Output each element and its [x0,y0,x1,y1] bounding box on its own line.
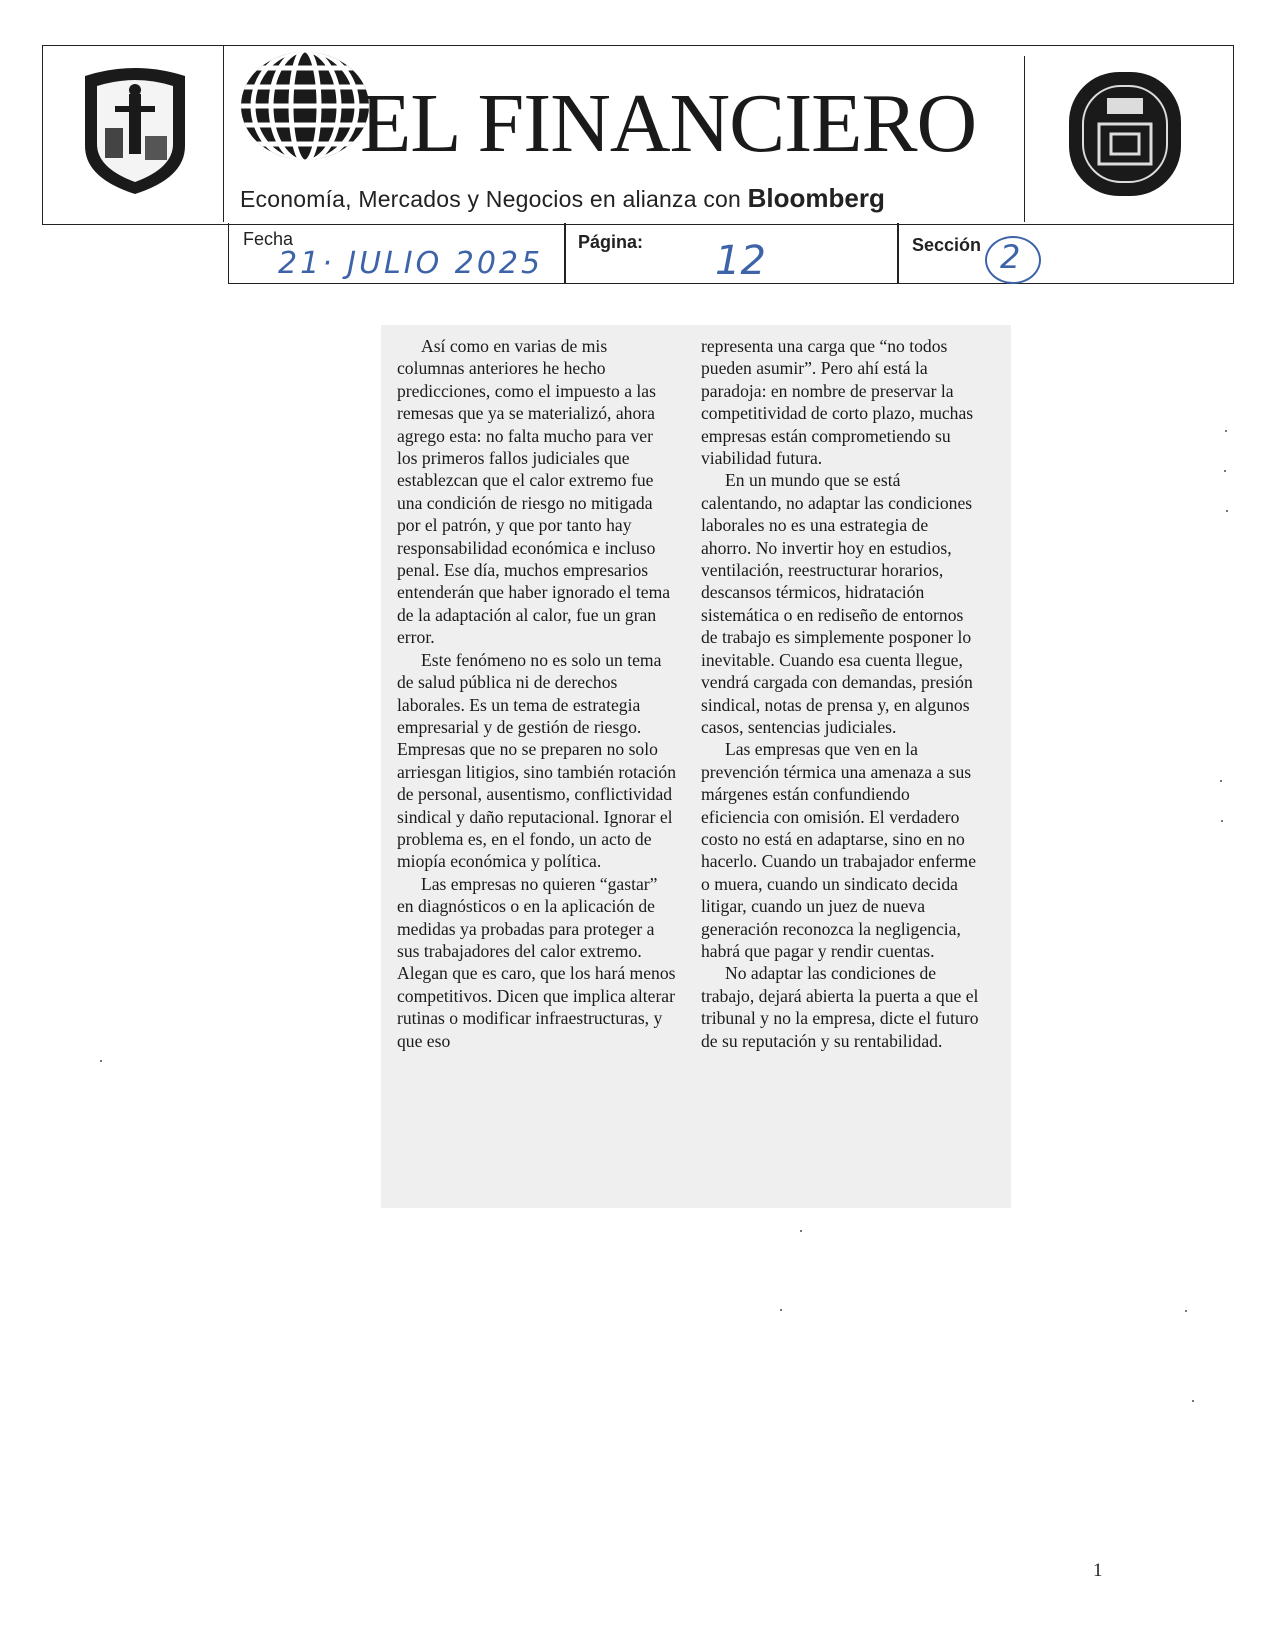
pagina-value: 12 [715,238,766,284]
scan-speck [1226,510,1228,512]
scan-speck [1185,1310,1187,1312]
scan-speck [1224,470,1226,472]
article-column-2 [701,335,981,1052]
scan-speck [1225,430,1227,432]
article-paragraph: Las empresas no quieren “gastar” en diagnósticos o en la aplicación de medidas ya probadas para proteger a sus trabajadores del calor extremo. Alegan que es caro, que los hará menos competitivos. Dicen que implica alterar rutinas o modificar infraestructuras, y que eso [397,873,676,1051]
scan-speck [800,1230,802,1232]
tagline-brand: Bloomberg [747,183,885,213]
cit-seal-icon [1065,68,1185,200]
scan-speck [1221,820,1223,822]
meta-divider [564,223,566,283]
article-paragraph: Este fenómeno no es solo un tema de salud pública ni de derechos laborales. Es un tema de estrategia empresarial y de gestión de riesgo. Empresas que no se preparen no solo arriesgan litigios, sino también rotación de personal, ausentismo, conflictividad sindical y daño reputacional. Ignorar el problema es, en el fondo, un acto de miopía económica y política. [397,649,676,872]
article-paragraph-continuation: representa una carga que “no todos pueden asumir”. Pero ahí está la paradoja: en nombre de preservar la competitividad de corto plazo, muchas empresas están comprometiendo su viabilidad futura. [701,336,974,469]
fecha-label: Fecha [243,229,294,249]
article-paragraph: No adaptar las condiciones de trabajo, dejará abierta la puerta a que el tribunal y no la empresa, dicte el futuro de su reputación y su rentabilidad. [701,963,979,1051]
masthead-title: EL FINANCIERO [360,77,977,170]
left-logo-cell [43,46,224,222]
scan-speck [780,1309,782,1311]
masthead-tagline [240,183,885,214]
article-paragraph: En un mundo que se está calentando, no adaptar las condiciones laborales no es una estrategia de ahorro. No invertir hoy en estudios, ventilación, reestructurar horarios, descansos térmicos, hidratación sistemática o en rediseño de entornos de trabajo es simplemente posponer lo inevitable. Cuando esa cuenta llegue, vendrá cargada con demandas, presión sindical, notas de prensa y, en algunos casos, sentencias judiciales. [701,470,973,737]
article-paragraph: Así como en varias de mis columnas anteriores he hecho predicciones, como el impuesto a las remesas que ya se materializó, ahora agrego esta: no falta mucho para ver los primeros fallos judiciales que establezcan que el calor extremo fue una condición de riesgo no mitigada por el patrón, y que por tanto hay responsabilidad económica e incluso penal. Ese día, muchos empresarios entenderán que haber ignorado el tema de la adaptación al calor, fue un gran error. [397,336,671,648]
tagline-text: Economía, Mercados y Negocios en alianza con [240,186,742,212]
fecha-value: 21· JULIO 2025 [278,246,544,281]
scan-speck [100,1060,102,1062]
meta-divider [897,223,899,283]
scan-speck [1192,1400,1194,1402]
union-shield-emblem-icon [75,66,195,196]
seccion-value: 2 [1000,238,1021,276]
seccion-label: Sección [912,235,982,255]
scan-speck [1220,780,1222,782]
article-paragraph: Las empresas que ven en la prevención térmica una amenaza a sus márgenes están confundiendo eficiencia con omisión. El verdadero costo no está en adaptarse, sino en no hacerlo. Cuando un trabajador enferme o muera, cuando un sindicato decida litigar, cuando un juez de nueva generación reconozca la negligencia, habrá que pagar y rendir cuentas. [701,739,977,961]
article-column-1 [397,335,677,1052]
pagina-label: Página: [578,232,644,252]
right-logo-cell [1024,56,1233,222]
page-number: 1 [1093,1560,1103,1581]
globe-grid-icon [239,50,371,162]
